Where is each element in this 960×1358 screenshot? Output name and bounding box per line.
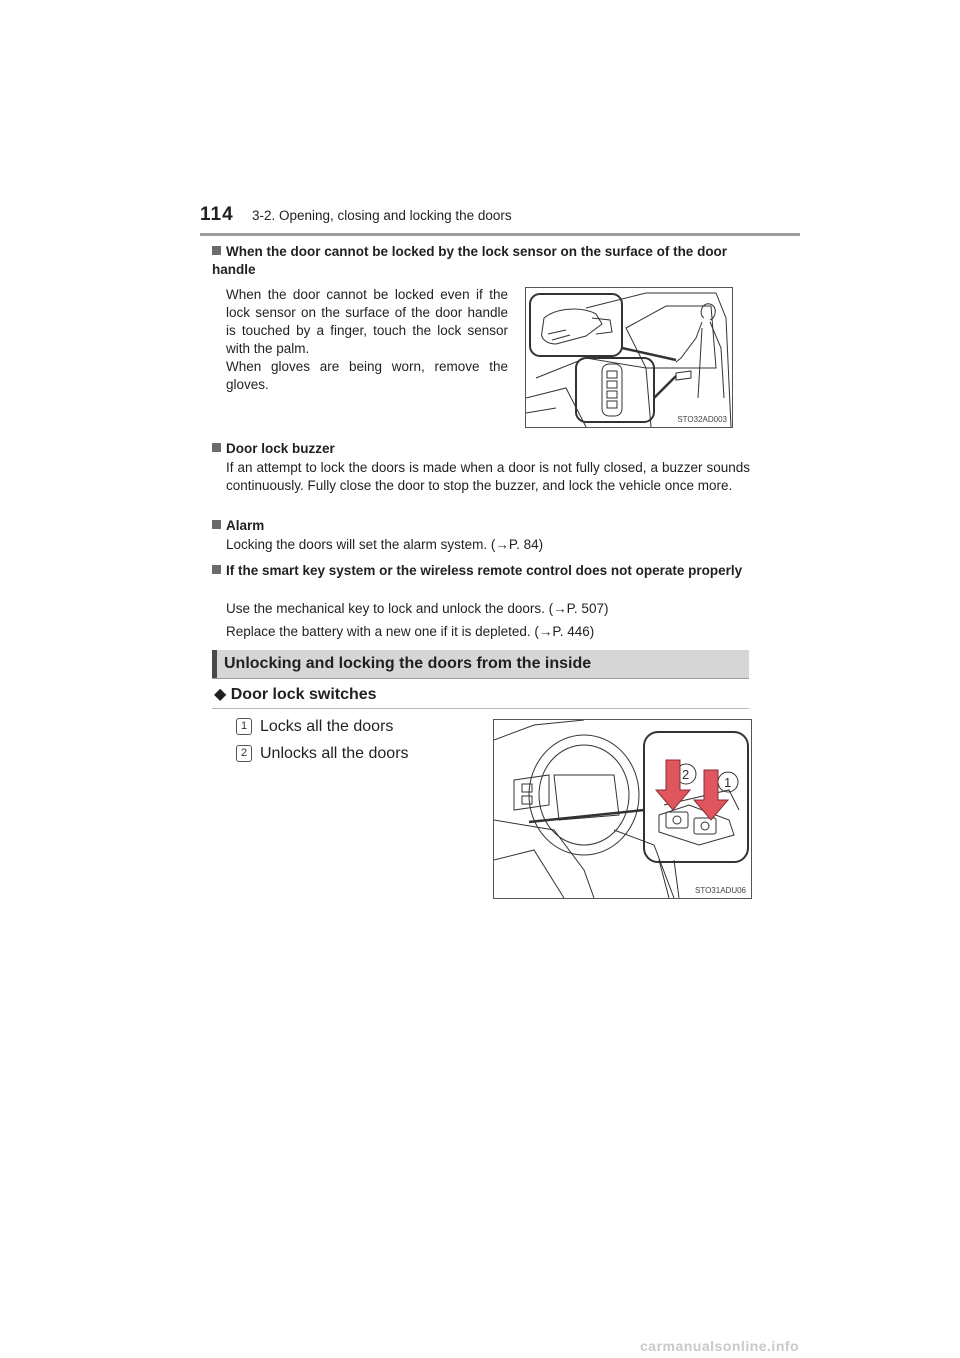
note-body-smart-key-2: Replace the battery with a new one if it is depleted. (→P. 446) <box>226 624 595 639</box>
step-number-badge: 1 <box>236 718 252 735</box>
figure-code: STO32AD003 <box>677 415 727 424</box>
note-body-text-2: When gloves are being worn, remove the gloves. <box>226 359 508 392</box>
section-bar-rule <box>212 678 749 679</box>
page-number: 114 <box>200 204 234 225</box>
square-bullet-icon <box>212 443 221 452</box>
figure-code: STO31ADU06 <box>695 886 746 895</box>
door-handle-illustration <box>526 288 732 427</box>
step-text: Locks all the doors <box>260 718 394 735</box>
note-heading-text: If the smart key system or the wireless remote control does not operate properly <box>226 563 743 578</box>
door-lock-switch-illustration <box>494 720 751 898</box>
note-heading-smart-key <box>212 562 752 580</box>
callout-label-1: 1 <box>724 775 732 790</box>
square-bullet-icon <box>212 565 221 574</box>
figure-door-handle-lock-sensor <box>525 287 733 428</box>
square-bullet-icon <box>212 246 221 255</box>
sub-heading: ◆ Door lock switches <box>214 686 377 703</box>
note-heading-text: Door lock buzzer <box>226 441 335 456</box>
note-body-text: When the door cannot be locked even if the lock sensor on the surface of the door handle is touched by a finger, touch the lock sensor with the palm. <box>226 287 508 356</box>
step-text: Unlocks all the doors <box>260 745 409 762</box>
push-arrows <box>656 760 728 820</box>
callout-label-2: 2 <box>682 767 690 782</box>
note-body-buzzer: If an attempt to lock the doors is made when a door is not fully closed, a buzzer sounds continuously. Fully close the door to stop the buzzer, and lock the vehicle once more. <box>226 460 750 493</box>
note-heading-lock-sensor <box>212 243 752 279</box>
watermark: carmanualsonline.info <box>640 1338 800 1354</box>
note-heading-buzzer <box>212 440 752 458</box>
step-number-badge: 2 <box>236 745 252 762</box>
note-heading-text: When the door cannot be locked by the lock sensor on the surface of the door handle <box>212 244 728 277</box>
chapter-title: 3-2. Opening, closing and locking the doors <box>252 208 512 223</box>
header-rule <box>200 233 800 236</box>
note-body-smart-key: Use the mechanical key to lock and unlock the doors. (→P. 507) <box>226 601 609 616</box>
sub-heading-rule <box>212 708 749 709</box>
square-bullet-icon <box>212 520 221 529</box>
note-body-alarm: Locking the doors will set the alarm system. (→P. 84) <box>226 537 544 552</box>
note-body-lock-sensor <box>226 286 508 394</box>
note-heading-alarm <box>212 517 752 535</box>
figure-door-lock-switches <box>493 719 752 899</box>
section-title: Unlocking and locking the doors from the inside <box>224 655 592 672</box>
note-heading-text: Alarm <box>226 518 265 533</box>
